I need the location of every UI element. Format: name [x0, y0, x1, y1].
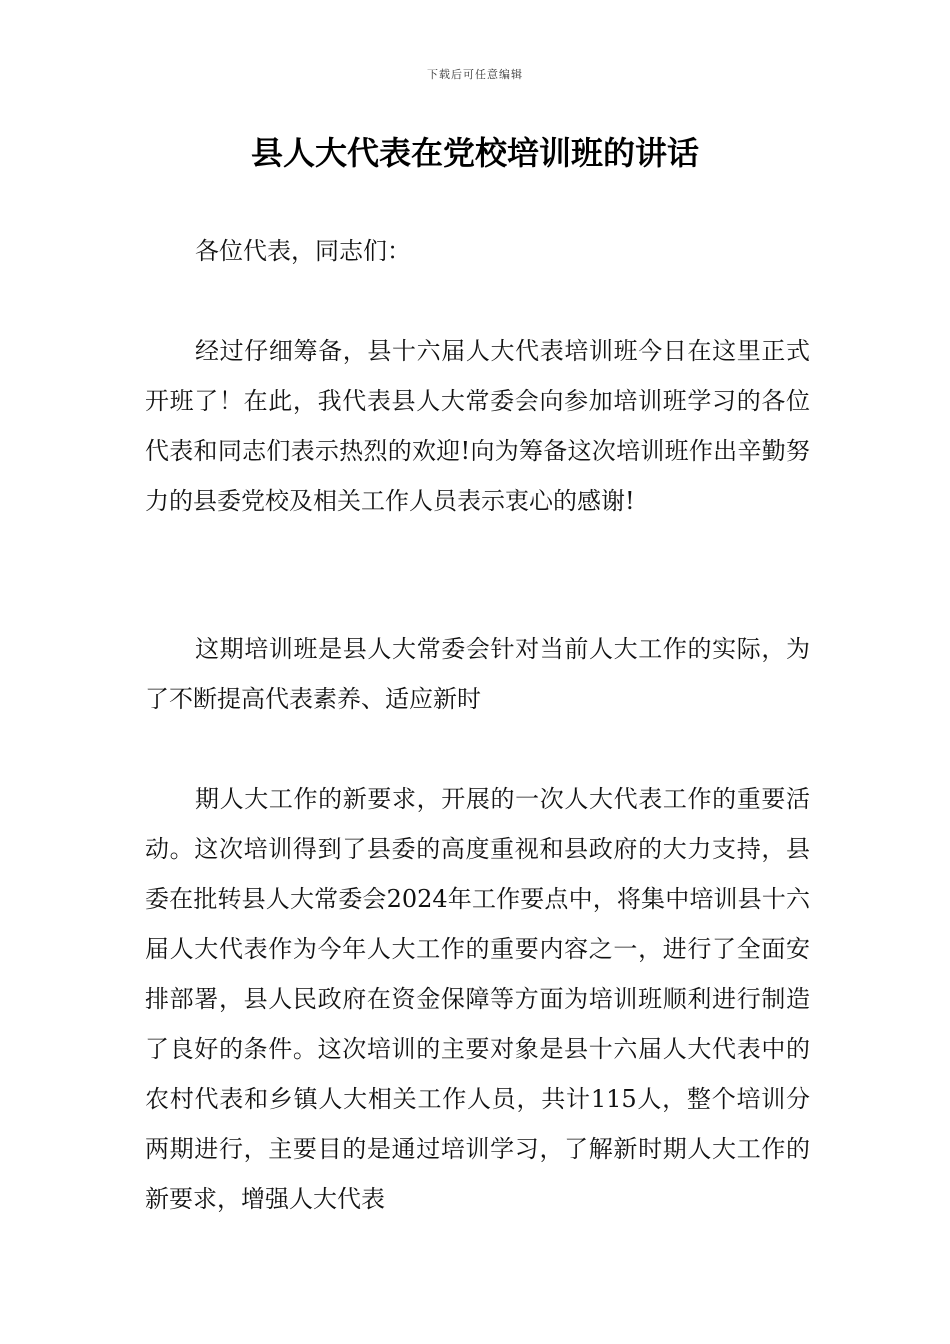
paragraph-details: 期人大工作的新要求，开展的一次人大代表工作的重要活动。这次培训得到了县委的高度重视和县政府的大力支持，县委在批转县人大常委会2024年工作要点中，将集中培训县十六届人大代表作为今年人大工作的重要内容之一，进行了全面安排部署，县人民政府在资金保障等方面为培训班顺利进行制造了良好的条件。这次培训的主要对象是县十六届人大代表中的农村代表和乡镇人大相关工作人员，共计115人，整个培训分两期进行，主要目的是通过培训学习，了解新时期人大工作的新要求，增强人大代表 [145, 785, 810, 1213]
paragraph-purpose: 这期培训班是县人大常委会针对当前人大工作的实际，为了不断提高代表素养、适应新时 [145, 635, 810, 713]
document-title: 县人大代表在党校培训班的讲话 [250, 134, 699, 172]
header-note: 下载后可任意编辑 [427, 68, 523, 81]
salutation: 各位代表，同志们： [195, 237, 411, 265]
paragraph-opening: 经过仔细筹备，县十六届人大代表培训班今日在这里正式开班了！在此，我代表县人大常委会向参加培训班学习的各位代表和同志们表示热烈的欢迎!向为筹备这次培训班作出辛勤努力的县委党校及相关工作人员表示衷心的感谢! [145, 337, 810, 515]
